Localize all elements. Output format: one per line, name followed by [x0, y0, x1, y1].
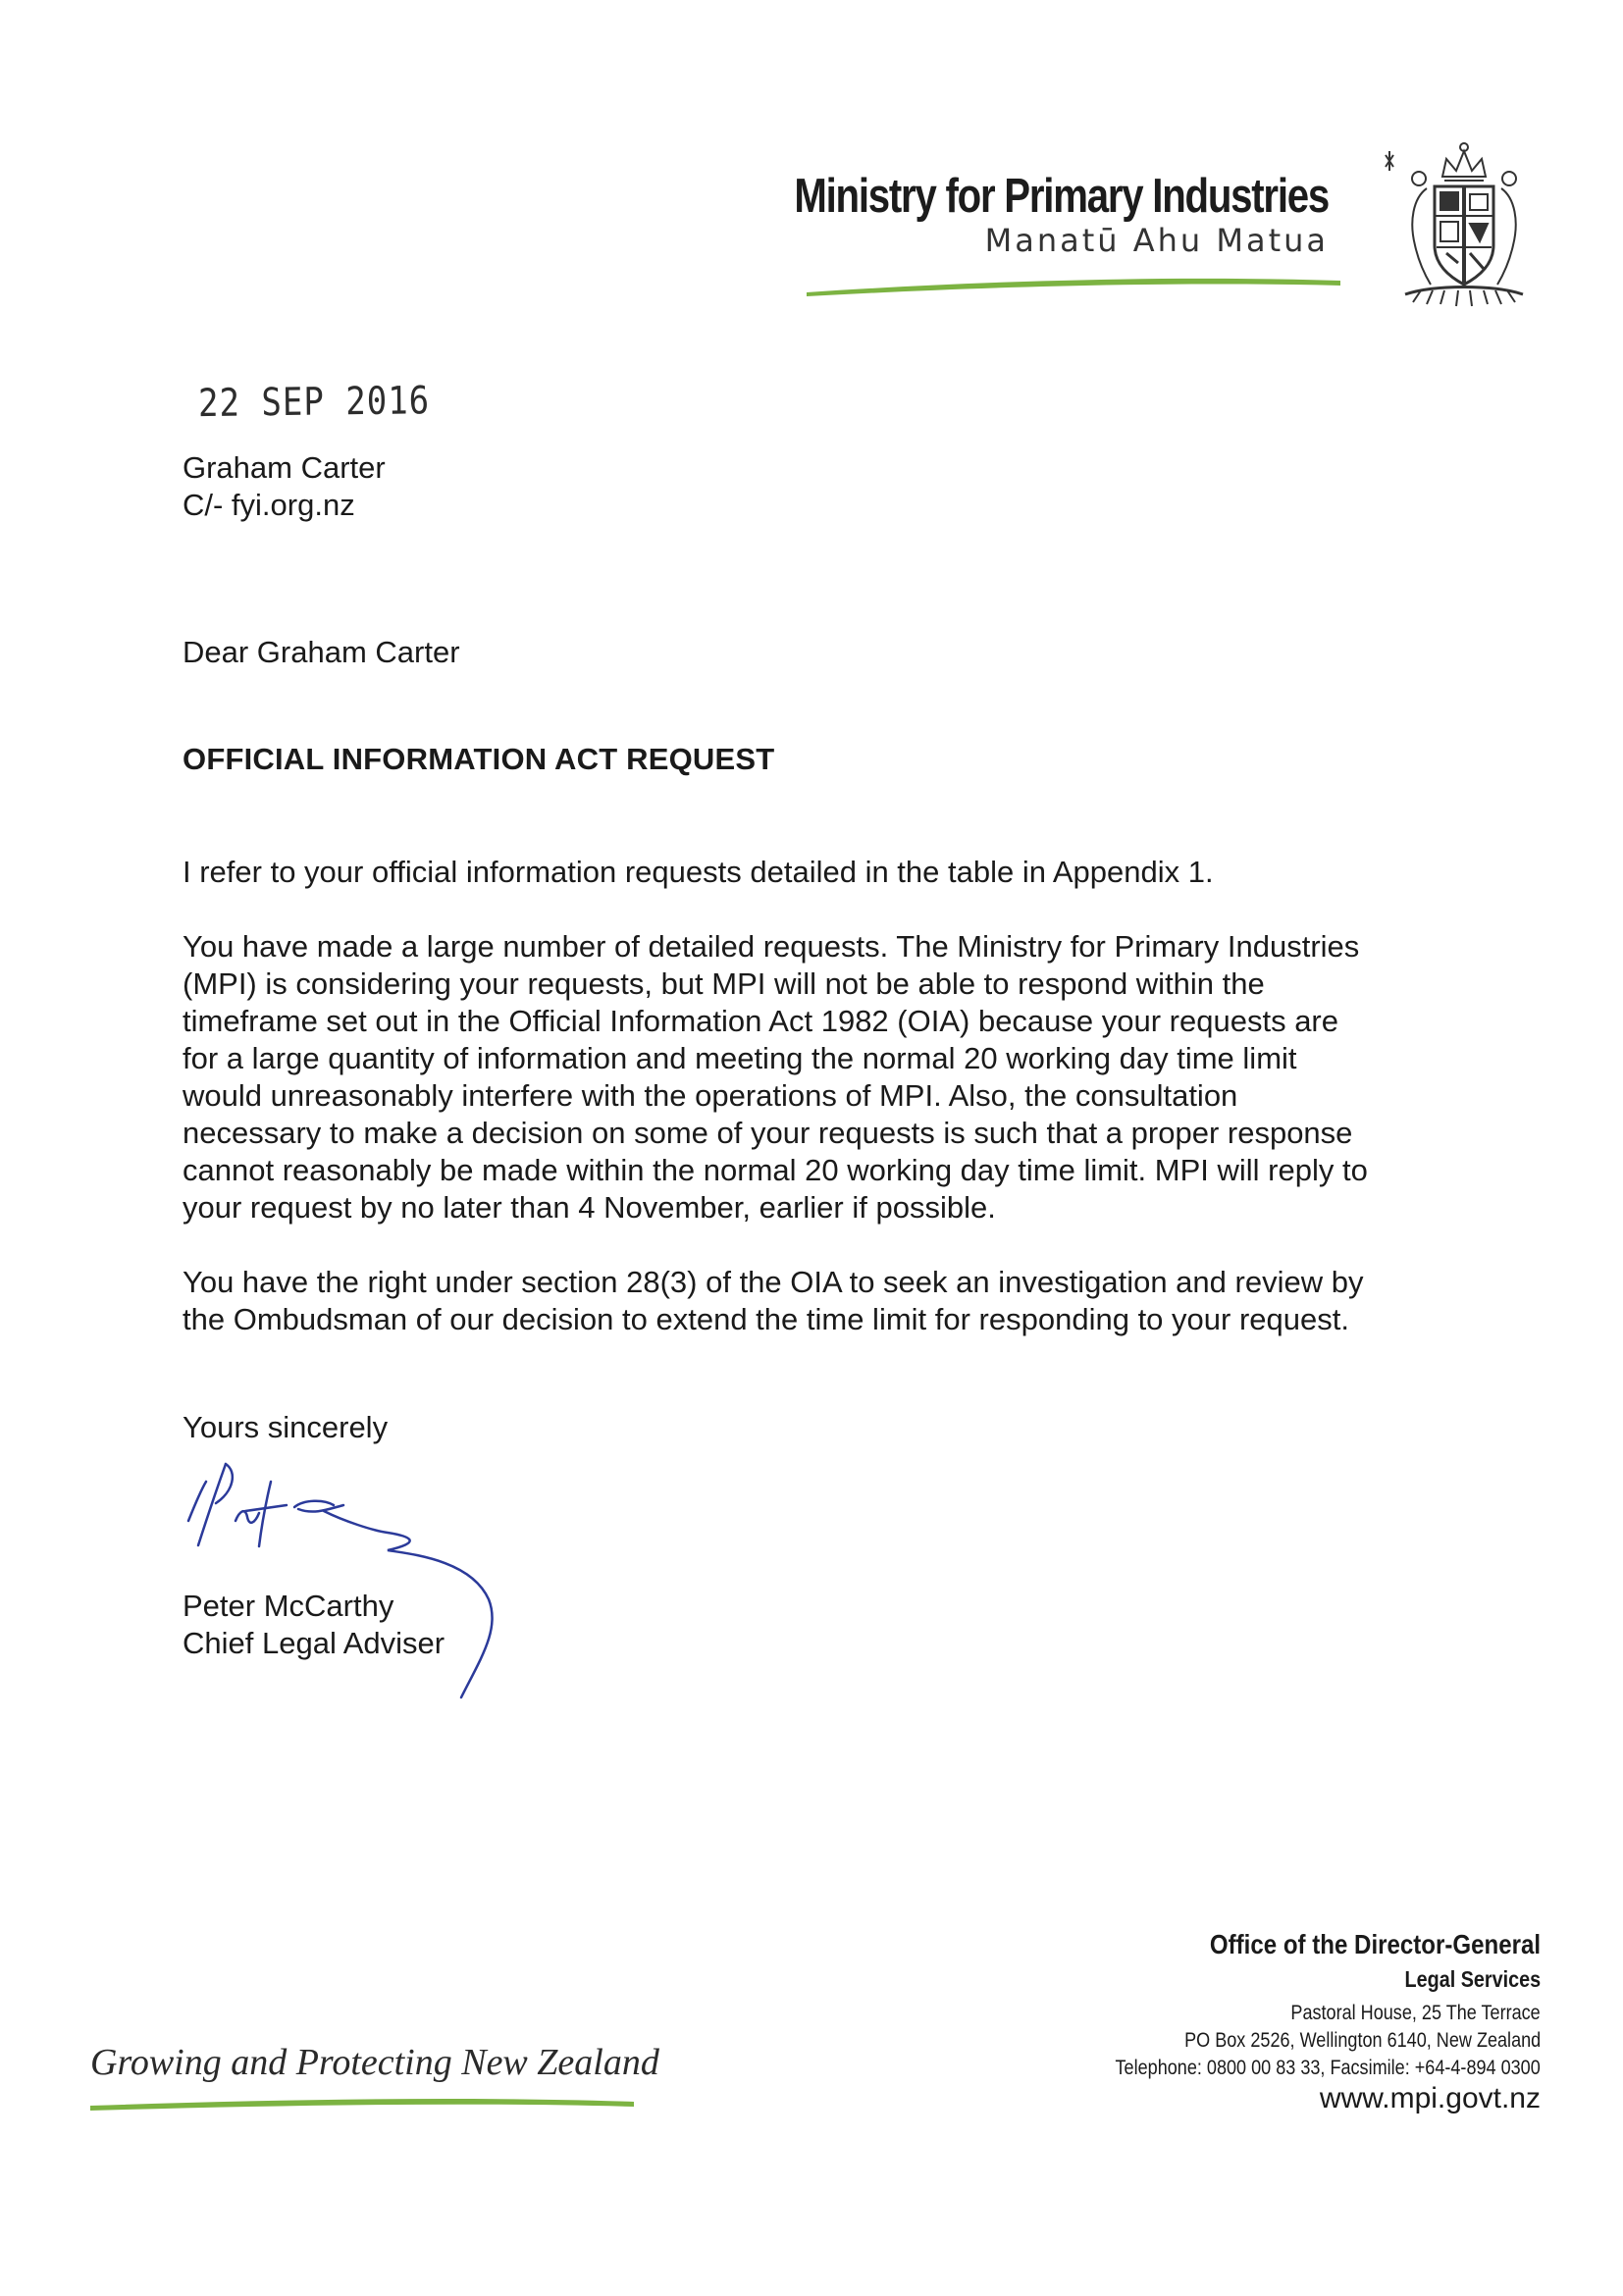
org-name: Ministry for Primary Industries — [794, 170, 1329, 223]
tagline: Growing and Protecting New Zealand — [90, 2042, 659, 2083]
paragraph-line: necessary to make a decision on some of your requests is such that a proper response — [183, 1116, 1353, 1150]
footer-office: Office of the Director-General — [1209, 1929, 1541, 1959]
tagline-swoosh — [88, 2092, 638, 2115]
paragraph-2 — [183, 928, 1458, 1226]
paragraph-line: You have the right under section 28(3) of the OIA to seek an investigation and review by — [183, 1265, 1364, 1299]
brand-swoosh — [805, 273, 1344, 302]
footer-contact-line: Telephone: 0800 00 83 33, Facsimile: +64-4-894 0300 — [1115, 2057, 1541, 2079]
paragraph-line: I refer to your official information requests detailed in the table in Appendix 1. — [183, 855, 1214, 889]
paragraph-line: would unreasonably interfere with the operations of MPI. Also, the consultation — [183, 1078, 1238, 1113]
recipient-name: Graham Carter — [183, 450, 386, 485]
paragraph-line: cannot reasonably be made within the normal 20 working day time limit. MPI will reply to — [183, 1153, 1368, 1187]
paragraph-line: for a large quantity of information and meeting the normal 20 working day time limit — [183, 1041, 1297, 1075]
signatory-title: Chief Legal Adviser — [183, 1626, 445, 1660]
footer-address-line-2: PO Box 2526, Wellington 6140, New Zealand — [1183, 2029, 1541, 2052]
subject-heading: OFFICIAL INFORMATION ACT REQUEST — [183, 742, 775, 776]
paragraph-line: You have made a large number of detailed requests. The Ministry for Primary Industries — [183, 929, 1360, 964]
recipient-address: C/- fyi.org.nz — [183, 488, 355, 522]
date-stamp: 22 SEP 2016 — [197, 378, 431, 427]
paragraph-line: (MPI) is considering your requests, but MPI will not be able to respond within the — [183, 966, 1265, 1001]
nz-coat-of-arms-icon — [1366, 137, 1562, 314]
paragraph-3 — [183, 1264, 1458, 1338]
footer-address-line-1: Pastoral House, 25 The Terrace — [1290, 2002, 1541, 2024]
paragraph-line: the Ombudsman of our decision to extend the time limit for responding to your request. — [183, 1302, 1349, 1336]
handwritten-signature — [177, 1452, 530, 1717]
footer-department: Legal Services — [1404, 1966, 1541, 1992]
org-name-maori: Manatū Ahu Matua — [984, 222, 1329, 259]
paragraph-line: your request by no later than 4 November, earlier if possible. — [183, 1190, 996, 1225]
footer-website-link[interactable]: www.mpi.govt.nz — [1319, 2082, 1541, 2114]
signatory-name: Peter McCarthy — [183, 1589, 394, 1623]
salutation: Dear Graham Carter — [183, 635, 460, 669]
paragraph-1 — [183, 854, 1458, 891]
paragraph-line: timeframe set out in the Official Information Act 1982 (OIA) because your requests are — [183, 1004, 1338, 1038]
closing: Yours sincerely — [183, 1410, 389, 1444]
